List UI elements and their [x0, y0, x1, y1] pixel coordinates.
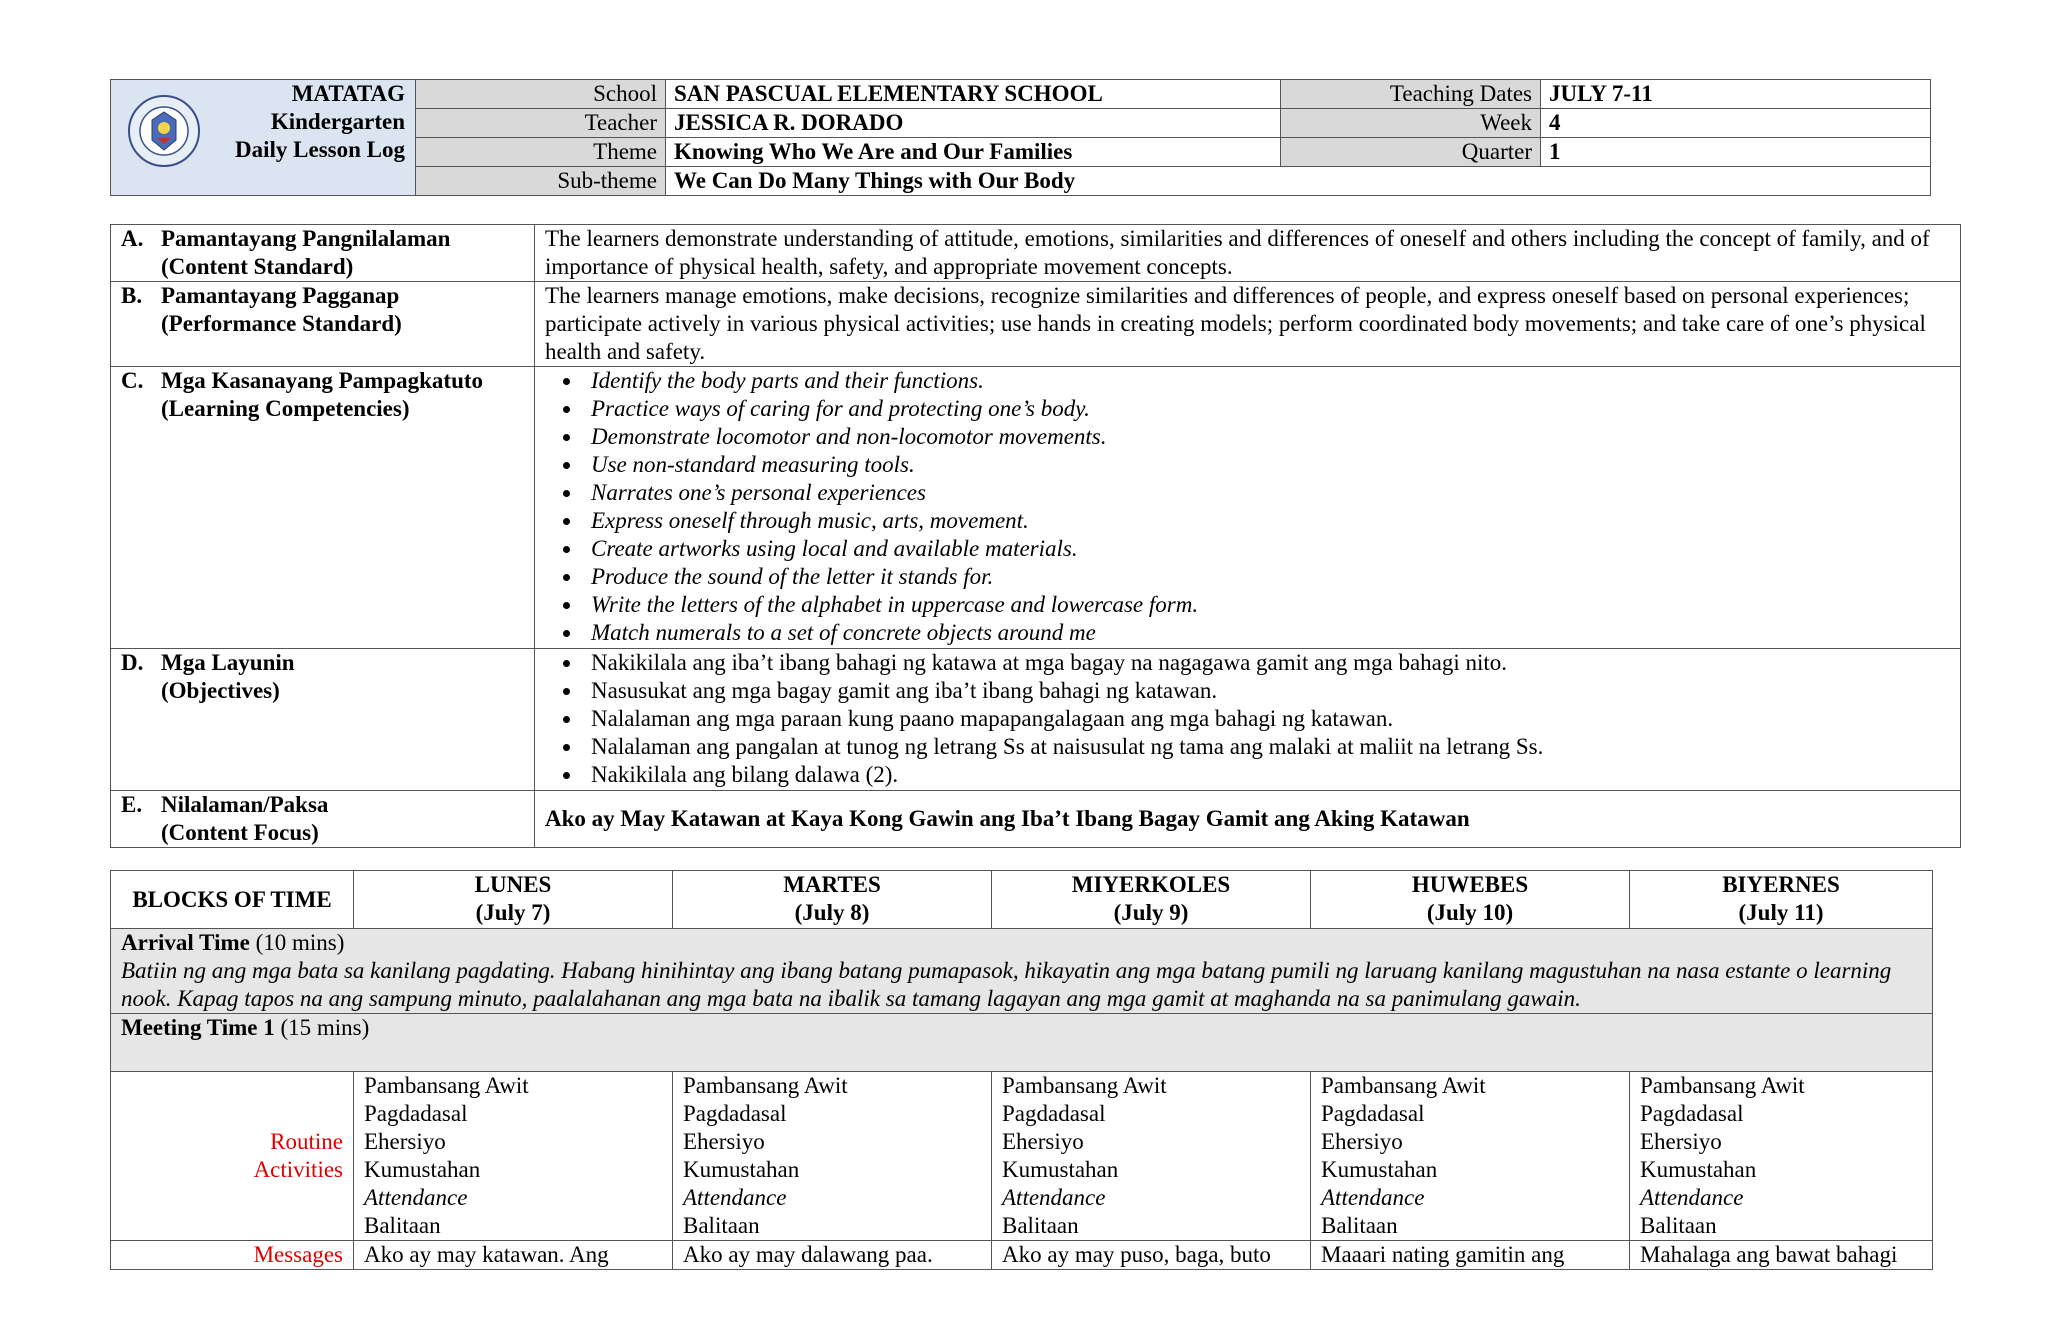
message-monday: Ako ay may katawan. Ang [354, 1241, 673, 1270]
section-subtitle: (Content Focus) [161, 820, 319, 845]
meeting-time-duration: (15 mins) [274, 1015, 370, 1040]
objectives-cell [535, 649, 1961, 791]
arrival-time-duration: (10 mins) [249, 930, 345, 955]
list-item: • Nalalaman ang pangalan at tunog ng letrang Ss at naisusulat ng tama ang malaki at maliit na letrang Ss. [583, 733, 1950, 761]
school-value: SAN PASCUAL ELEMENTARY SCHOOL [666, 80, 1281, 109]
theme-value: Knowing Who We Are and Our Families [666, 138, 1281, 167]
competencies-list [545, 367, 1950, 647]
week-value: 4 [1541, 109, 1931, 138]
section-a-label [111, 225, 535, 282]
content-standard-text: The learners demonstrate understanding of attitude, emotions, similarities and differences of oneself and others including the concept of family, and of importance of physical health, safety, and appropriate movement concepts. [535, 225, 1961, 282]
subtheme-label: Sub-theme [416, 167, 666, 196]
day-header-thursday: HUWEBES (July 10) [1311, 871, 1630, 929]
routine-cell-wednesday: Pambansang Awit Pagdadasal Ehersiyo Kumustahan Attendance Balitaan [992, 1072, 1311, 1241]
quarter-label: Quarter [1281, 138, 1541, 167]
message-tuesday: Ako ay may dalawang paa. [673, 1241, 992, 1270]
teacher-value: JESSICA R. DORADO [666, 109, 1281, 138]
section-d-label [111, 649, 535, 791]
logo-title-line-1: MATATAG [291, 81, 405, 106]
blocks-of-time-header: BLOCKS OF TIME [111, 871, 354, 929]
blocks-of-time-table [110, 870, 1933, 1270]
day-header-tuesday: MARTES (July 8) [673, 871, 992, 929]
section-title: Pamantayang Pagganap [161, 283, 400, 308]
section-title: Mga Layunin [161, 650, 295, 675]
section-title: Nilalaman/Paksa [161, 792, 329, 817]
section-e-label [111, 791, 535, 848]
learning-competencies-cell [535, 367, 1961, 649]
arrival-time-row [111, 929, 1933, 1014]
section-letter: E. [121, 792, 143, 817]
school-label: School [416, 80, 666, 109]
list-item: • Demonstrate locomotor and non-locomotor movements. [583, 423, 1950, 451]
section-title: Mga Kasanayang Pampagkatuto [161, 368, 484, 393]
section-subtitle: (Objectives) [161, 678, 280, 703]
message-thursday: Maaari nating gamitin ang [1311, 1241, 1630, 1270]
arrival-time-text: Batiin ng ang mga bata sa kanilang pagdating. Habang hinihintay ang ibang batang pumapasok, hikayatin ang mga batang pumili ng laruang kanilang magustuhan na nasa estante o learning nook. Kapag tapos na ang sampung minuto, paalalahanan ang mga bata na ibalik sa tamang lagayan ang mga gamit at maghanda na sa panimulang gawain. [121, 958, 1892, 1011]
section-letter: A. [121, 226, 144, 251]
day-header-wednesday: MIYERKOLES (July 9) [992, 871, 1311, 929]
section-letter: C. [121, 368, 144, 393]
section-subtitle: (Performance Standard) [161, 311, 402, 336]
list-item: • Match numerals to a set of concrete objects around me [583, 619, 1950, 647]
teacher-label: Teacher [416, 109, 666, 138]
messages-label: Messages [111, 1241, 354, 1270]
list-item: • Express oneself through music, arts, movement. [583, 507, 1950, 535]
section-letter: D. [121, 650, 144, 675]
subtheme-value: We Can Do Many Things with Our Body [666, 167, 1931, 196]
arrival-time-title: Arrival Time [121, 930, 250, 955]
list-item: • Nasusukat ang mga bagay gamit ang iba’t ibang bahagi ng katawan. [583, 677, 1950, 705]
header-table [110, 79, 1931, 196]
list-item: • Narrates one’s personal experiences [583, 479, 1950, 507]
routine-cell-monday: Pambansang Awit Pagdadasal Ehersiyo Kumustahan Attendance Balitaan [354, 1072, 673, 1241]
section-title: Pamantayang Pangnilalaman [161, 226, 451, 251]
list-item: • Create artworks using local and available materials. [583, 535, 1950, 563]
week-label: Week [1281, 109, 1541, 138]
message-friday: Mahalaga ang bawat bahagi [1630, 1241, 1933, 1270]
list-item: • Produce the sound of the letter it stands for. [583, 563, 1950, 591]
list-item: • Use non-standard measuring tools. [583, 451, 1950, 479]
list-item: • Nakikilala ang iba’t ibang bahagi ng katawa at mga bagay na nagagawa gamit ang mga bahagi nito. [583, 649, 1950, 677]
logo-title-line-3: Daily Lesson Log [235, 137, 405, 162]
list-item: • Nalalaman ang mga paraan kung paano mapapangalagaan ang mga bahagi ng katawan. [583, 705, 1950, 733]
list-item: • Identify the body parts and their functions. [583, 367, 1950, 395]
performance-standard-text: The learners manage emotions, make decisions, recognize similarities and differences of people, and express oneself based on personal experiences; participate actively in various physical activities; use hands in creating models; perform coordinated body movements; and take care of one’s physical health and safety. [535, 282, 1961, 367]
content-focus-text: Ako ay May Katawan at Kaya Kong Gawin ang Iba’t Ibang Bagay Gamit ang Aking Katawan [535, 791, 1961, 848]
list-item: • Nakikilala ang bilang dalawa (2). [583, 761, 1950, 789]
section-subtitle: (Content Standard) [161, 254, 354, 279]
section-b-label [111, 282, 535, 367]
section-subtitle: (Learning Competencies) [161, 396, 410, 421]
section-letter: B. [121, 283, 143, 308]
theme-label: Theme [416, 138, 666, 167]
meeting-time-title: Meeting Time 1 [121, 1015, 275, 1040]
quarter-value: 1 [1541, 138, 1931, 167]
routine-cell-thursday: Pambansang Awit Pagdadasal Ehersiyo Kumustahan Attendance Balitaan [1311, 1072, 1630, 1241]
list-item: • Write the letters of the alphabet in uppercase and lowercase form. [583, 591, 1950, 619]
logo-cell [111, 80, 416, 196]
list-item: • Practice ways of caring for and protecting one’s body. [583, 395, 1950, 423]
meeting-time-row [111, 1014, 1933, 1072]
routine-cell-tuesday: Pambansang Awit Pagdadasal Ehersiyo Kumustahan Attendance Balitaan [673, 1072, 992, 1241]
routine-activities-label: Routine Activities [111, 1072, 354, 1241]
message-wednesday: Ako ay may puso, baga, buto [992, 1241, 1311, 1270]
deped-seal-icon [127, 94, 201, 168]
teaching-dates-label: Teaching Dates [1281, 80, 1541, 109]
routine-cell-friday: Pambansang Awit Pagdadasal Ehersiyo Kumustahan Attendance Balitaan [1630, 1072, 1933, 1241]
objectives-list [545, 649, 1950, 789]
teaching-dates-value: JULY 7-11 [1541, 80, 1931, 109]
logo-title-line-2: Kindergarten [270, 109, 405, 134]
section-c-label [111, 367, 535, 649]
day-header-monday: LUNES (July 7) [354, 871, 673, 929]
standards-table [110, 224, 1961, 848]
day-header-friday: BIYERNES (July 11) [1630, 871, 1933, 929]
